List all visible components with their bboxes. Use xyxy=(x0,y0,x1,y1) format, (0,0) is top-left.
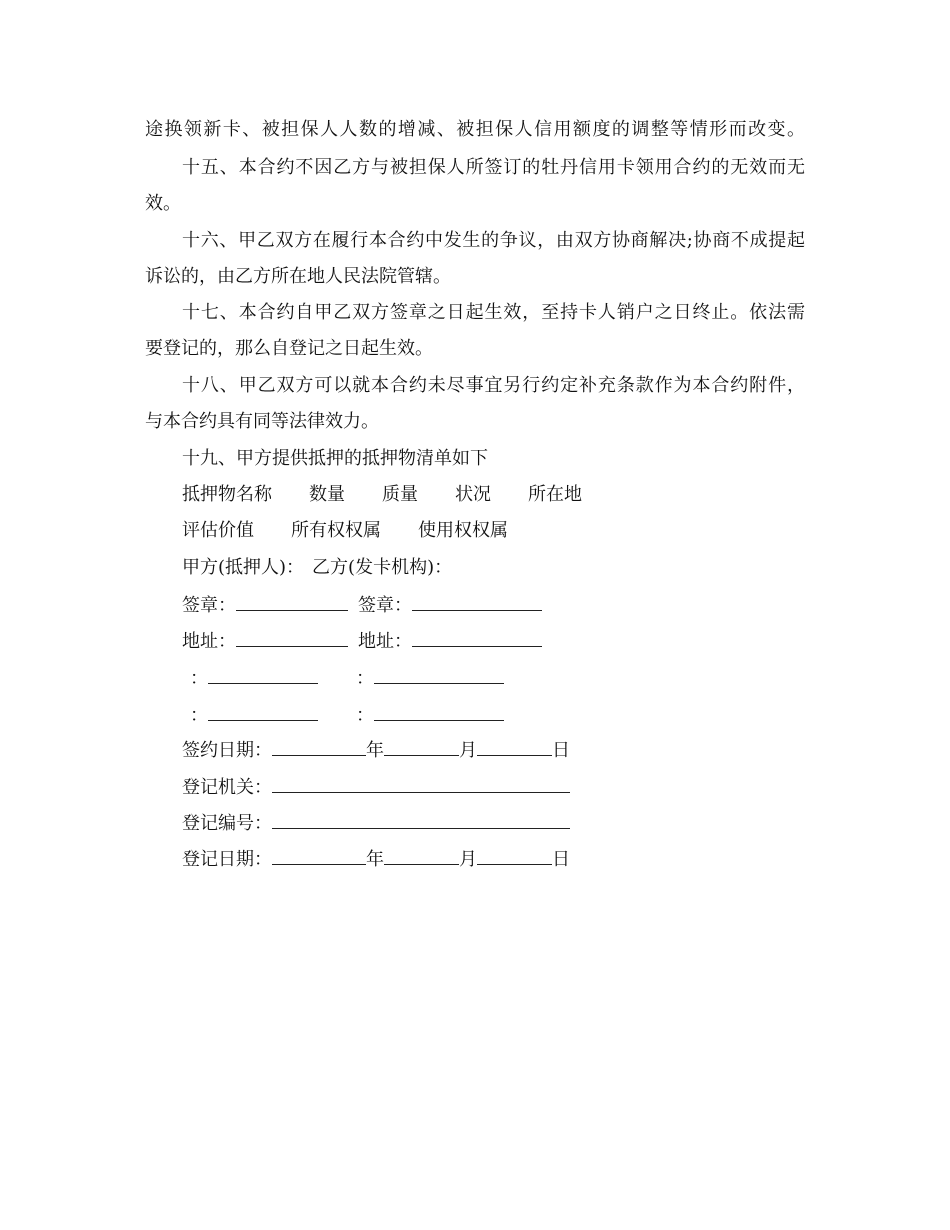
header-condition: 状况 xyxy=(455,484,491,505)
authority-label: 登记机关： xyxy=(182,777,272,798)
sign-year-blank[interactable] xyxy=(272,739,366,756)
address-a-blank[interactable] xyxy=(236,630,348,647)
day-label: 日 xyxy=(552,849,570,870)
authority-line xyxy=(182,776,842,799)
collateral-header-row-1 xyxy=(182,484,842,506)
seal-line xyxy=(182,594,842,617)
clause-15-line-2: 效。 xyxy=(145,193,181,214)
parties-line xyxy=(182,557,842,579)
header-assessed-value: 评估价值 xyxy=(182,520,254,541)
colon-label: ： xyxy=(356,668,374,689)
reg-year-blank[interactable] xyxy=(272,848,366,865)
year-label: 年 xyxy=(366,740,384,761)
header-ownership: 所有权权属 xyxy=(291,520,381,541)
reg-day-blank[interactable] xyxy=(477,848,552,865)
reg-date-line xyxy=(182,848,842,871)
field-b-blank[interactable] xyxy=(374,704,504,721)
month-label: 月 xyxy=(459,740,477,761)
clause-18-line-1: 十八、甲乙双方可以就本合约未尽事宜另行约定补充条款作为本合约附件， xyxy=(182,375,805,396)
clause-17-line-2: 要登记的，那么自登记之日起生效。 xyxy=(145,338,433,359)
clause-15-line-1: 十五、本合约不因乙方与被担保人所签订的牡丹信用卡领用合约的无效而无 xyxy=(182,157,805,178)
sign-day-blank[interactable] xyxy=(477,739,552,756)
header-quality: 质量 xyxy=(382,484,418,505)
header-location: 所在地 xyxy=(528,484,582,505)
field-a-blank[interactable] xyxy=(208,704,318,721)
header-usage-right: 使用权权属 xyxy=(418,520,508,541)
address-b-blank[interactable] xyxy=(412,630,542,647)
reg-number-label: 登记编号： xyxy=(182,813,272,834)
paragraph-continuation: 途换领新卡、被担保人人数的增减、被担保人信用额度的调整等情形而改变。 xyxy=(145,119,805,140)
sign-date-line xyxy=(182,739,842,762)
day-label: 日 xyxy=(552,740,570,761)
clause-18-line-2: 与本合约具有同等法律效力。 xyxy=(145,411,379,432)
sign-month-blank[interactable] xyxy=(384,739,459,756)
reg-month-blank[interactable] xyxy=(384,848,459,865)
header-collateral-name: 抵押物名称 xyxy=(182,484,272,505)
clause-16-line-1: 十六、甲乙双方在履行本合约中发生的争议，由双方协商解决;协商不成提起 xyxy=(182,230,805,251)
year-label: 年 xyxy=(366,849,384,870)
colon-label: ： xyxy=(190,668,208,689)
reg-number-line xyxy=(182,812,842,835)
address-a-label: 地址： xyxy=(182,631,236,652)
clause-17-line-1: 十七、本合约自甲乙双方签章之日起生效，至持卡人销户之日终止。依法需 xyxy=(182,302,805,323)
colon-label: ： xyxy=(190,705,208,726)
address-line xyxy=(182,630,842,653)
authority-blank[interactable] xyxy=(272,776,570,793)
month-label: 月 xyxy=(459,849,477,870)
clause-19: 十九、甲方提供抵押的抵押物清单如下 xyxy=(182,448,488,469)
blank-field-line-2 xyxy=(190,704,850,727)
reg-number-blank[interactable] xyxy=(272,812,570,829)
reg-date-label: 登记日期： xyxy=(182,849,272,870)
address-b-label: 地址： xyxy=(358,631,412,652)
sign-date-label: 签约日期： xyxy=(182,740,272,761)
seal-b-label: 签章： xyxy=(358,595,412,616)
collateral-header-row-2 xyxy=(182,520,842,542)
blank-field-line-1 xyxy=(190,667,850,690)
party-a-label: 甲方(抵押人)： xyxy=(182,557,305,578)
seal-b-blank[interactable] xyxy=(412,594,542,611)
seal-a-label: 签章： xyxy=(182,595,236,616)
colon-label: ： xyxy=(356,705,374,726)
seal-a-blank[interactable] xyxy=(236,594,348,611)
party-b-label: 乙方(发卡机构)： xyxy=(312,557,453,578)
clause-16-line-2: 诉讼的，由乙方所在地人民法院管辖。 xyxy=(145,266,451,287)
field-a-blank[interactable] xyxy=(208,667,318,684)
header-quantity: 数量 xyxy=(309,484,345,505)
field-b-blank[interactable] xyxy=(374,667,504,684)
